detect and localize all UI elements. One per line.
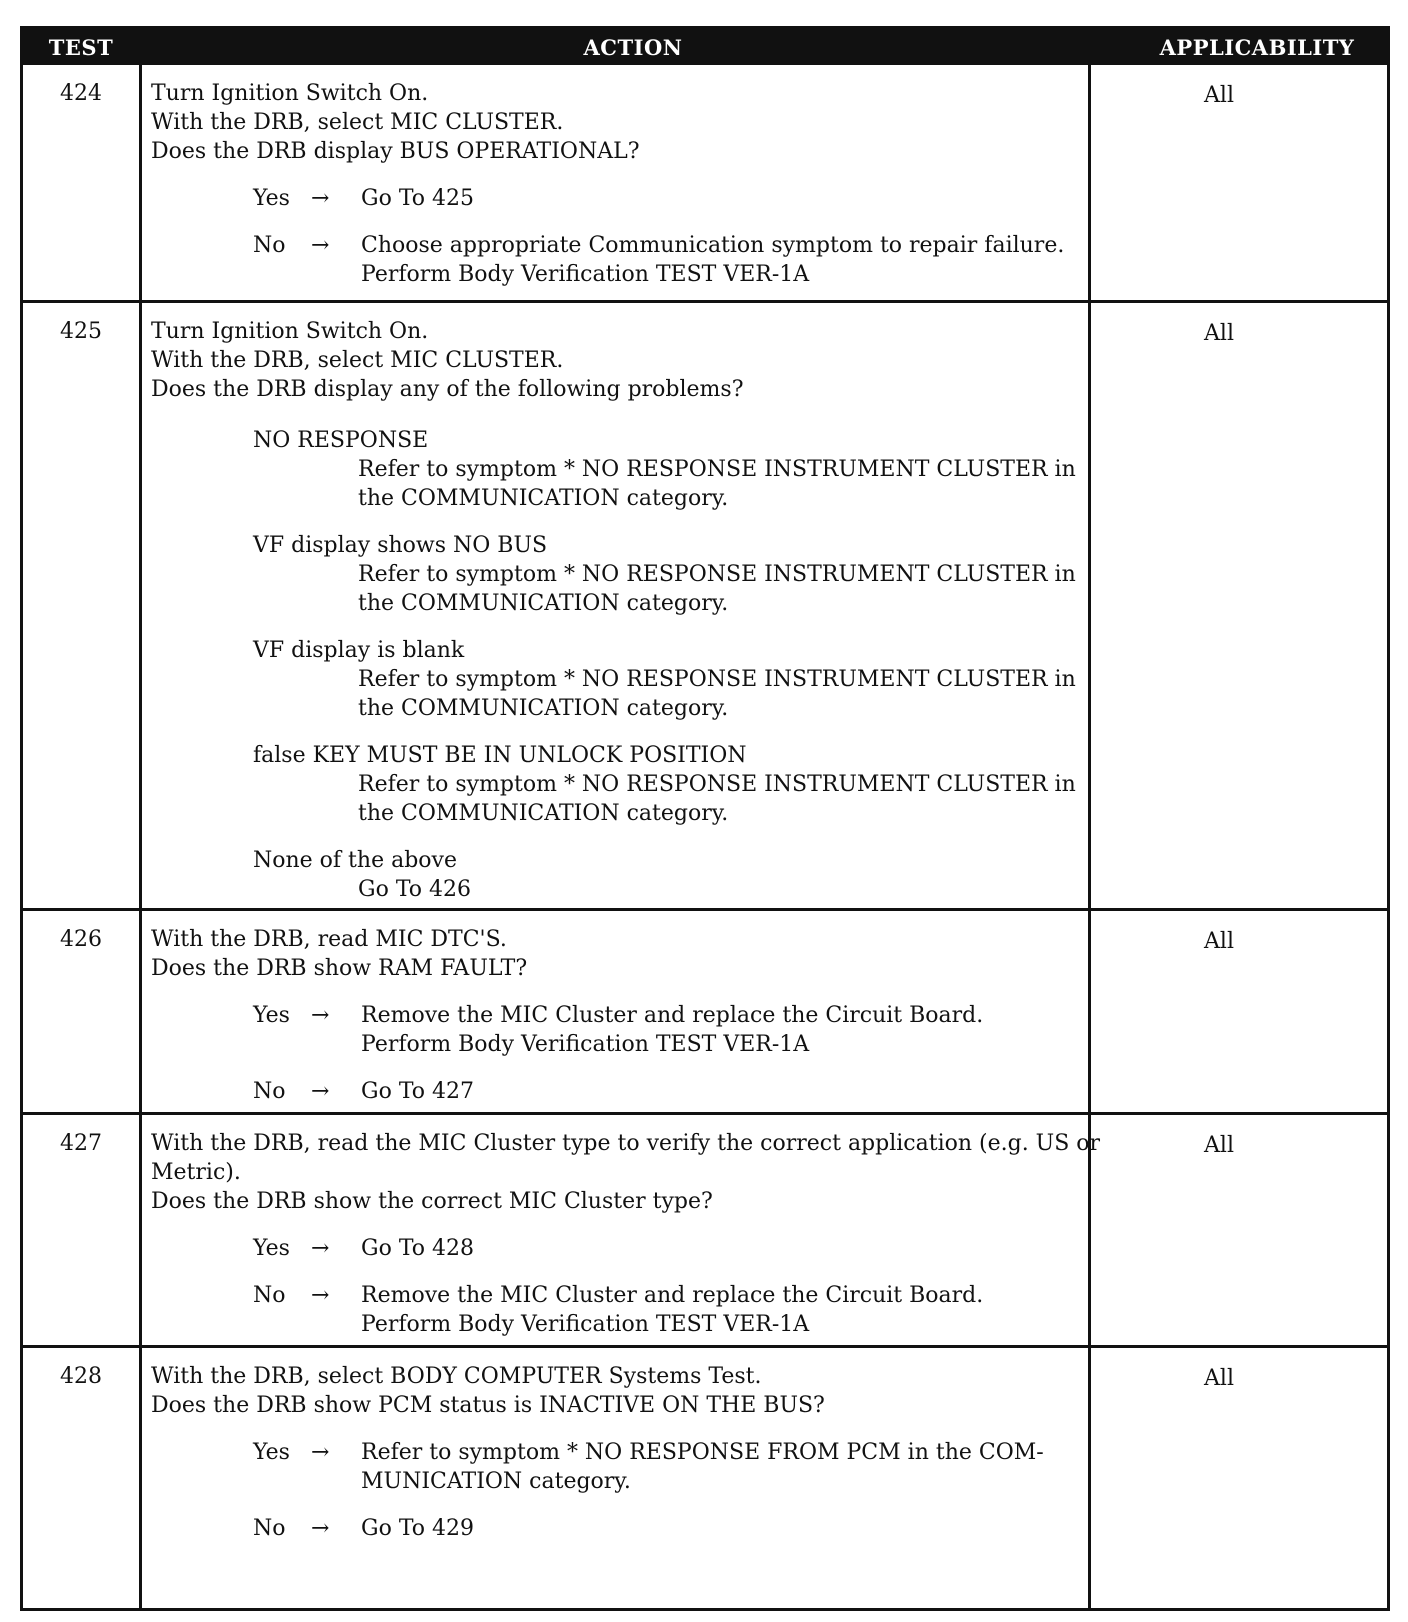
option-label: false KEY MUST BE IN UNLOCK POSITION: [253, 743, 747, 768]
problem-option: [253, 531, 1080, 618]
response-no: [253, 231, 1080, 289]
option-label: VF display is blank: [253, 638, 465, 663]
arrow-icon: →: [311, 1236, 330, 1261]
problem-option: [253, 636, 1080, 723]
problem-option: [253, 426, 1080, 513]
response-yes: [253, 184, 1080, 213]
response-no: [253, 1077, 1080, 1106]
action-cell: [139, 65, 1091, 300]
diagnostic-test-table: [20, 26, 1390, 1611]
response-text: MUNICATION category.: [361, 1469, 631, 1494]
response-yes: [253, 1001, 1080, 1059]
response-label: No: [253, 1283, 286, 1308]
option-text: the COMMUNICATION category.: [358, 696, 729, 721]
option-label: None of the above: [253, 848, 457, 873]
test-number: 425: [60, 319, 102, 344]
action-line: Does the DRB display any of the following problems?: [151, 377, 744, 402]
applicability-value: All: [1204, 1133, 1234, 1158]
option-text: Refer to symptom * NO RESPONSE INSTRUMENT CLUSTER in: [358, 562, 1076, 587]
table-row: [23, 1345, 1387, 1608]
applicability-value: All: [1204, 321, 1234, 346]
header-test: TEST: [48, 34, 114, 60]
arrow-icon: →: [311, 233, 330, 258]
response-text: Go To 425: [361, 186, 475, 211]
option-text: the COMMUNICATION category.: [358, 801, 729, 826]
option-text: Refer to symptom * NO RESPONSE INSTRUMENT CLUSTER in: [358, 667, 1076, 692]
applicability-value: All: [1204, 1366, 1234, 1391]
response-label: No: [253, 1079, 286, 1104]
test-number: 426: [60, 927, 102, 952]
table-row: [23, 65, 1387, 300]
response-text: Remove the MIC Cluster and replace the Circuit Board.: [361, 1283, 984, 1308]
table-row: [23, 300, 1387, 908]
action-line: With the DRB, read MIC DTC'S.: [151, 927, 507, 952]
response-no: [253, 1514, 1080, 1543]
response-text: Go To 428: [361, 1236, 475, 1261]
option-text: Refer to symptom * NO RESPONSE INSTRUMENT CLUSTER in: [358, 772, 1076, 797]
action-line: Does the DRB display BUS OPERATIONAL?: [151, 139, 640, 164]
response-text: Perform Body Verification TEST VER-1A: [361, 1032, 810, 1057]
response-text: Choose appropriate Communication symptom to repair failure.: [361, 233, 1065, 258]
arrow-icon: →: [311, 1440, 330, 1465]
response-text: Perform Body Verification TEST VER-1A: [361, 1312, 810, 1337]
applicability-value: All: [1204, 929, 1234, 954]
test-number: 427: [60, 1131, 102, 1156]
response-label: No: [253, 1516, 286, 1541]
response-yes: [253, 1234, 1080, 1263]
option-label: VF display shows NO BUS: [253, 533, 548, 558]
table-row: [23, 908, 1387, 1112]
header-action: ACTION: [583, 34, 683, 60]
table-row: [23, 1112, 1387, 1345]
action-line: Turn Ignition Switch On.: [151, 81, 429, 106]
action-cell: [139, 303, 1091, 908]
response-text: Go To 429: [361, 1516, 475, 1541]
response-label: Yes: [253, 1003, 290, 1028]
option-text: Go To 426: [358, 877, 472, 902]
arrow-icon: →: [311, 186, 330, 211]
response-text: Perform Body Verification TEST VER-1A: [361, 262, 810, 287]
action-line: With the DRB, select MIC CLUSTER.: [151, 110, 564, 135]
problem-option: [253, 741, 1080, 828]
action-line: Does the DRB show PCM status is INACTIVE ON THE BUS?: [151, 1393, 825, 1418]
option-label: NO RESPONSE: [253, 428, 429, 453]
problem-option: [253, 846, 1080, 904]
action-line: With the DRB, select BODY COMPUTER Systems Test.: [151, 1364, 762, 1389]
response-text: Remove the MIC Cluster and replace the Circuit Board.: [361, 1003, 984, 1028]
applicability-value: All: [1204, 83, 1234, 108]
action-line: With the DRB, read the MIC Cluster type to verify the correct application (e.g. US or: [151, 1131, 1101, 1156]
option-text: the COMMUNICATION category.: [358, 486, 729, 511]
response-text: Refer to symptom * NO RESPONSE FROM PCM in the COM-: [361, 1440, 1044, 1465]
option-text: Refer to symptom * NO RESPONSE INSTRUMENT CLUSTER in: [358, 457, 1076, 482]
action-cell: [139, 911, 1091, 1112]
action-line: With the DRB, select MIC CLUSTER.: [151, 348, 564, 373]
arrow-icon: →: [311, 1003, 330, 1028]
action-line: Turn Ignition Switch On.: [151, 319, 429, 344]
action-line: Metric).: [151, 1160, 241, 1185]
action-cell: [139, 1115, 1101, 1345]
response-text: Go To 427: [361, 1079, 475, 1104]
response-no: [253, 1281, 1080, 1339]
response-label: Yes: [253, 1236, 290, 1261]
action-line: Does the DRB show the correct MIC Cluster type?: [151, 1189, 713, 1214]
option-text: the COMMUNICATION category.: [358, 591, 729, 616]
test-number: 428: [60, 1364, 102, 1389]
test-number: 424: [60, 81, 102, 106]
action-cell: [139, 1348, 1091, 1608]
arrow-icon: →: [311, 1283, 330, 1308]
action-line: Does the DRB show RAM FAULT?: [151, 956, 528, 981]
header-applicability: APPLICABILITY: [1159, 34, 1355, 60]
response-label: Yes: [253, 1440, 290, 1465]
arrow-icon: →: [311, 1516, 330, 1541]
response-label: No: [253, 233, 286, 258]
table-header: [23, 29, 1387, 65]
arrow-icon: →: [311, 1079, 330, 1104]
response-label: Yes: [253, 186, 290, 211]
response-yes: [253, 1438, 1080, 1496]
